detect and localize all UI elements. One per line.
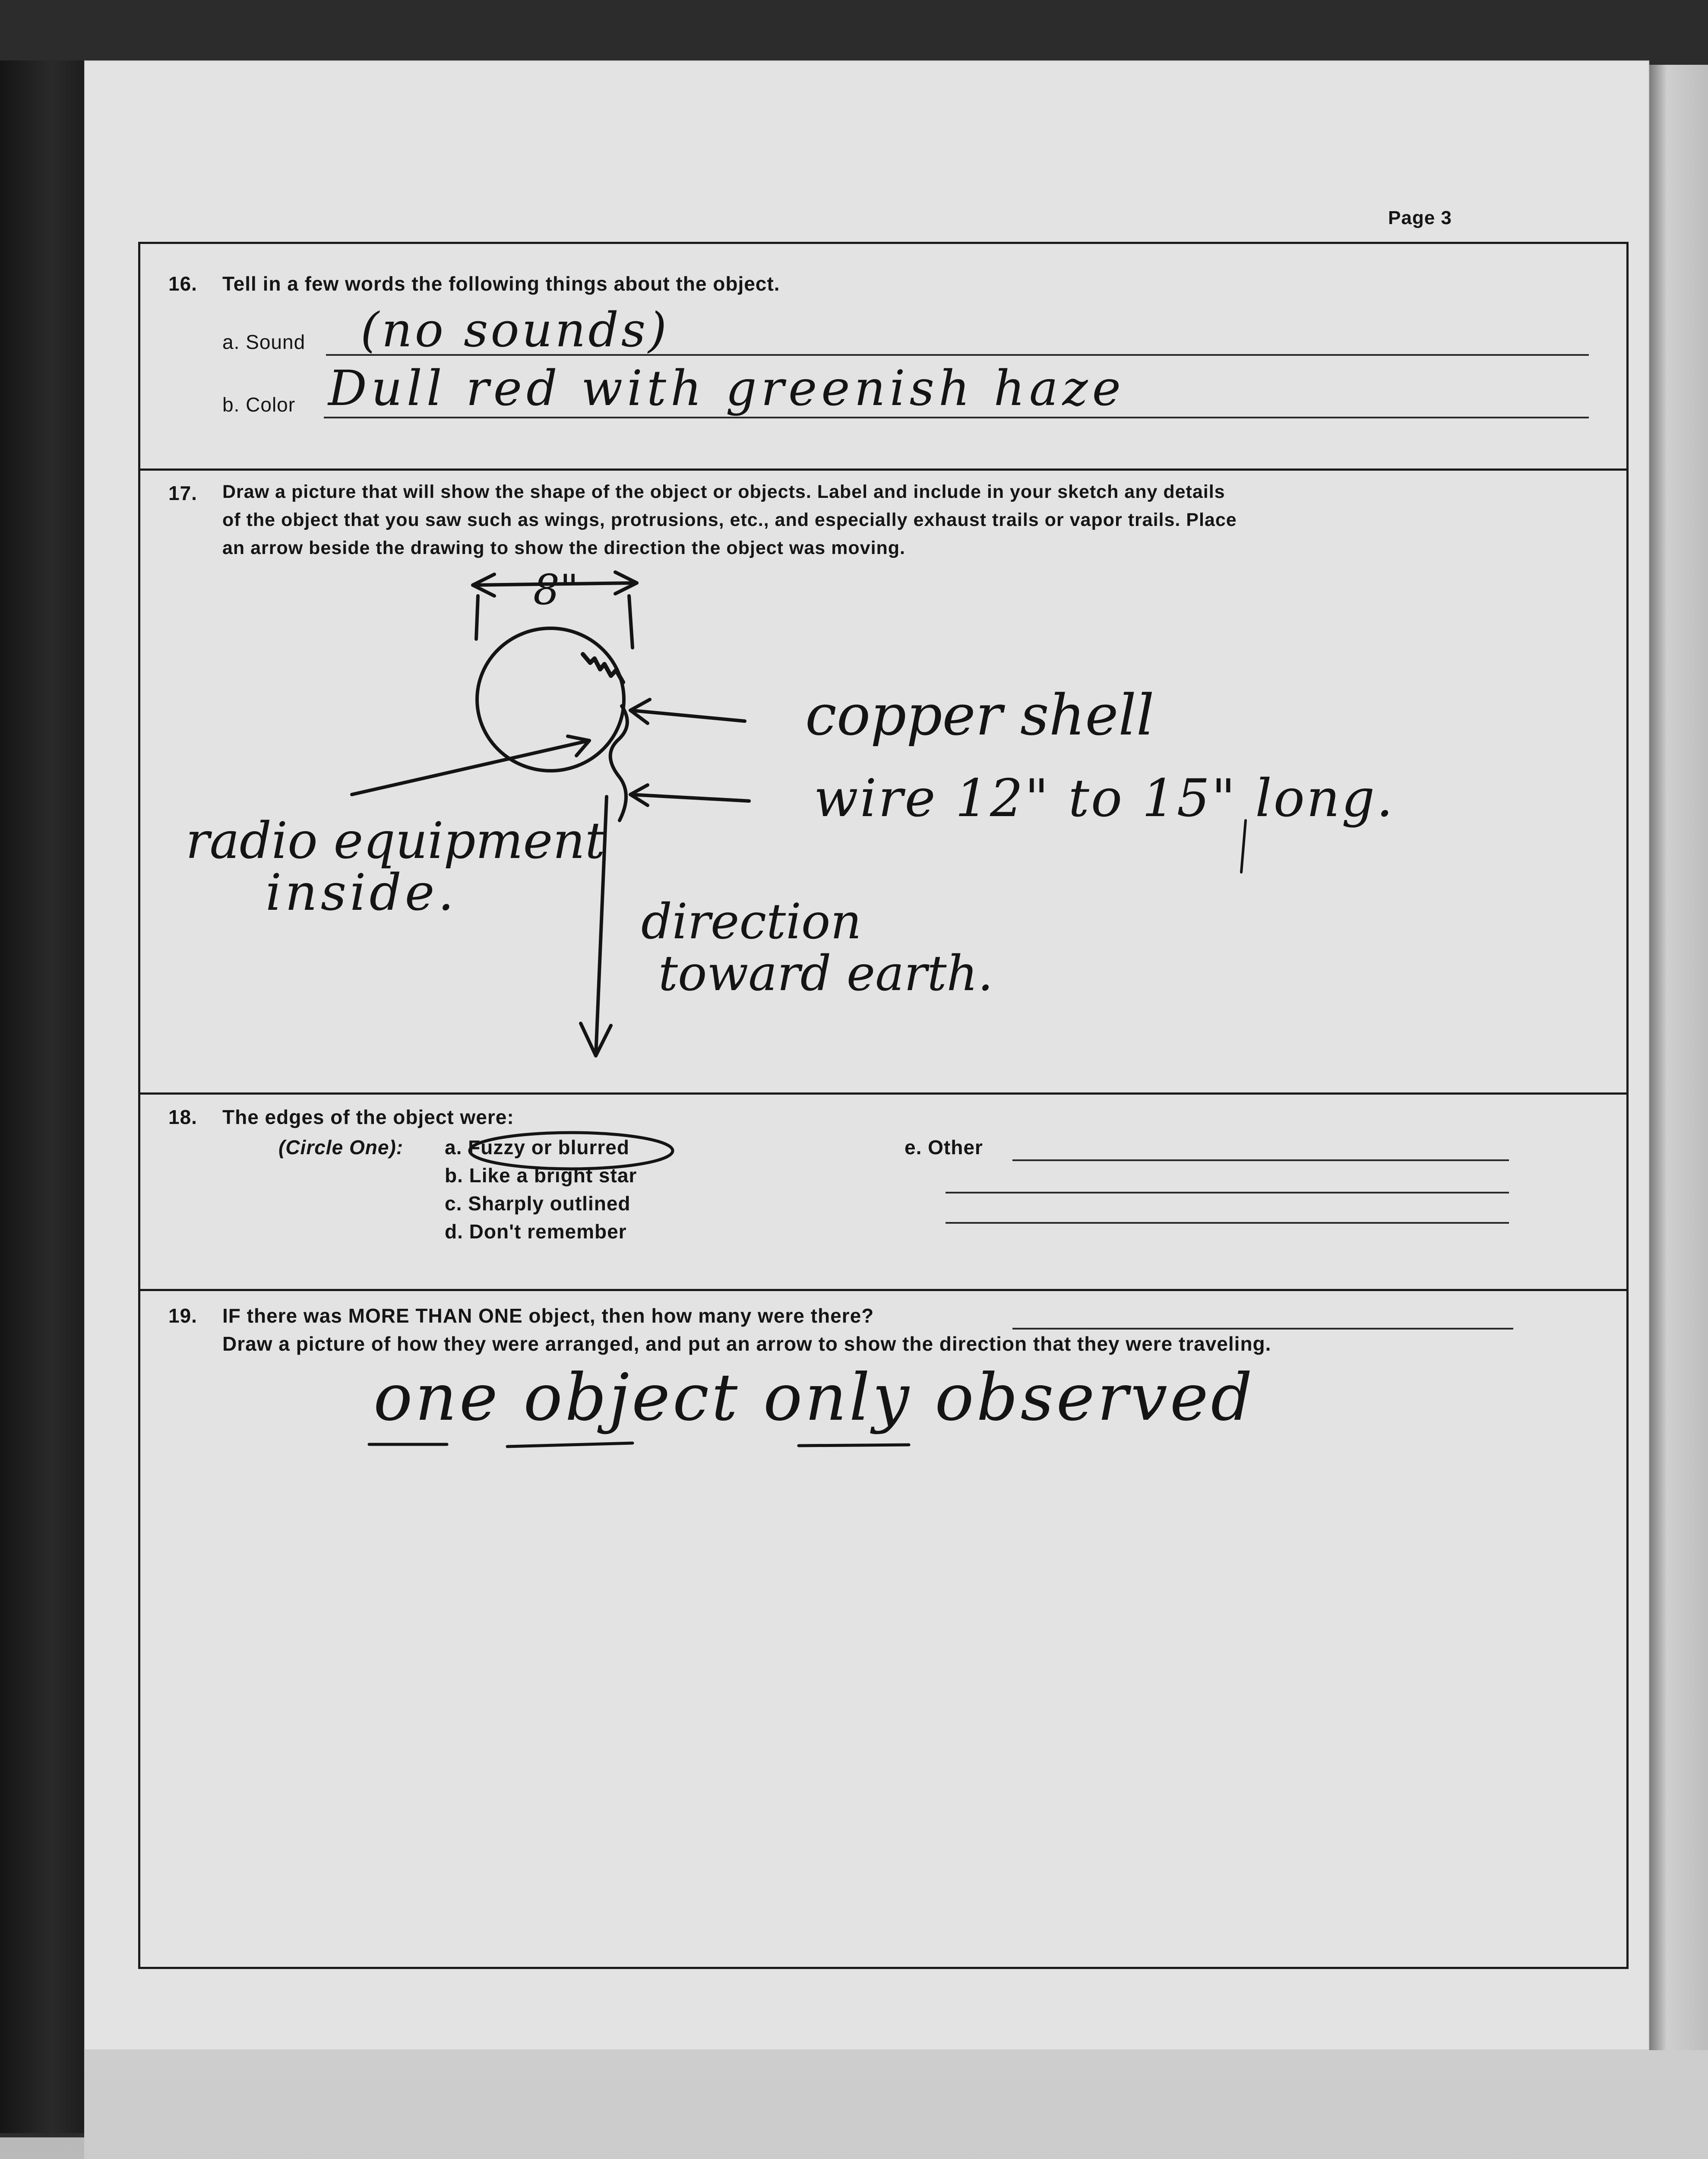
other-line-1 [1012, 1159, 1509, 1161]
q18-option-b: b. Like a bright star [445, 1164, 637, 1187]
q17-number: 17. [168, 482, 197, 504]
sketch-label-shell: copper shell [805, 682, 1154, 748]
q18-option-d: d. Don't remember [445, 1220, 627, 1243]
q19-prompt-line-1: IF there was MORE THAN ONE object, then how many were there? [222, 1304, 874, 1327]
sketch-label-radio-1: radio equipment [186, 812, 605, 870]
sound-answer: (no sounds) [361, 302, 670, 358]
sketch-label-wire: wire 12" to 15" long. [814, 769, 1395, 829]
sketch-label-direction-2: toward earth. [658, 946, 993, 1002]
q18-circle-one: (Circle One): [278, 1136, 404, 1159]
sketch-label-direction-1: direction [641, 894, 862, 950]
q19-number: 19. [168, 1304, 197, 1327]
object-sketch [84, 60, 1649, 1097]
color-answer: Dull red with greenish haze [328, 361, 1125, 417]
wire-pointer [630, 795, 749, 801]
other-line-3 [946, 1222, 1509, 1224]
underlying-sheet [84, 2050, 1708, 2159]
form-page [84, 60, 1649, 2050]
sound-label: a. Sound [222, 331, 306, 353]
sketch-label-radio-2: inside. [266, 864, 458, 922]
q18-option-a: a. Fuzzy or blurred [445, 1136, 629, 1159]
radio-pointer [352, 741, 589, 795]
q17-prompt-line-2: of the object that you saw such as wings, protrusions, etc., and especially exhaust trails or vapor trails. Place [222, 510, 1237, 530]
shell-pointer [630, 710, 745, 721]
q19-prompt-line-2: Draw a picture of how they were arranged, and put an arrow to show the direction that they were traveling. [222, 1333, 1272, 1355]
answer-underlines [365, 1434, 969, 1459]
scan-left-shadow [0, 60, 86, 2133]
scan-right-edge [1649, 65, 1708, 2150]
q19-answer: one object only observed [373, 1360, 1255, 1435]
q18-other-label: e. Other [905, 1136, 983, 1159]
q17-prompt-line-1: Draw a picture that will show the shape of the object or objects. Label and include in your sketch any details [222, 481, 1225, 502]
separator-18-19 [138, 1289, 1629, 1291]
q17-prompt-line-3: an arrow beside the drawing to show the direction the object was moving. [222, 538, 905, 558]
page-number: Page 3 [1388, 207, 1452, 228]
q16-prompt: Tell in a few words the following things about the object. [222, 272, 780, 295]
count-answer-line [1012, 1328, 1513, 1330]
color-label: b. Color [222, 393, 296, 416]
q16-number: 16. [168, 272, 197, 295]
q18-number: 18. [168, 1106, 197, 1128]
sketch-dimension: 8" [533, 566, 579, 614]
other-line-2 [946, 1192, 1509, 1193]
q18-option-c: c. Sharply outlined [445, 1192, 631, 1215]
q18-prompt: The edges of the object were: [222, 1106, 514, 1128]
